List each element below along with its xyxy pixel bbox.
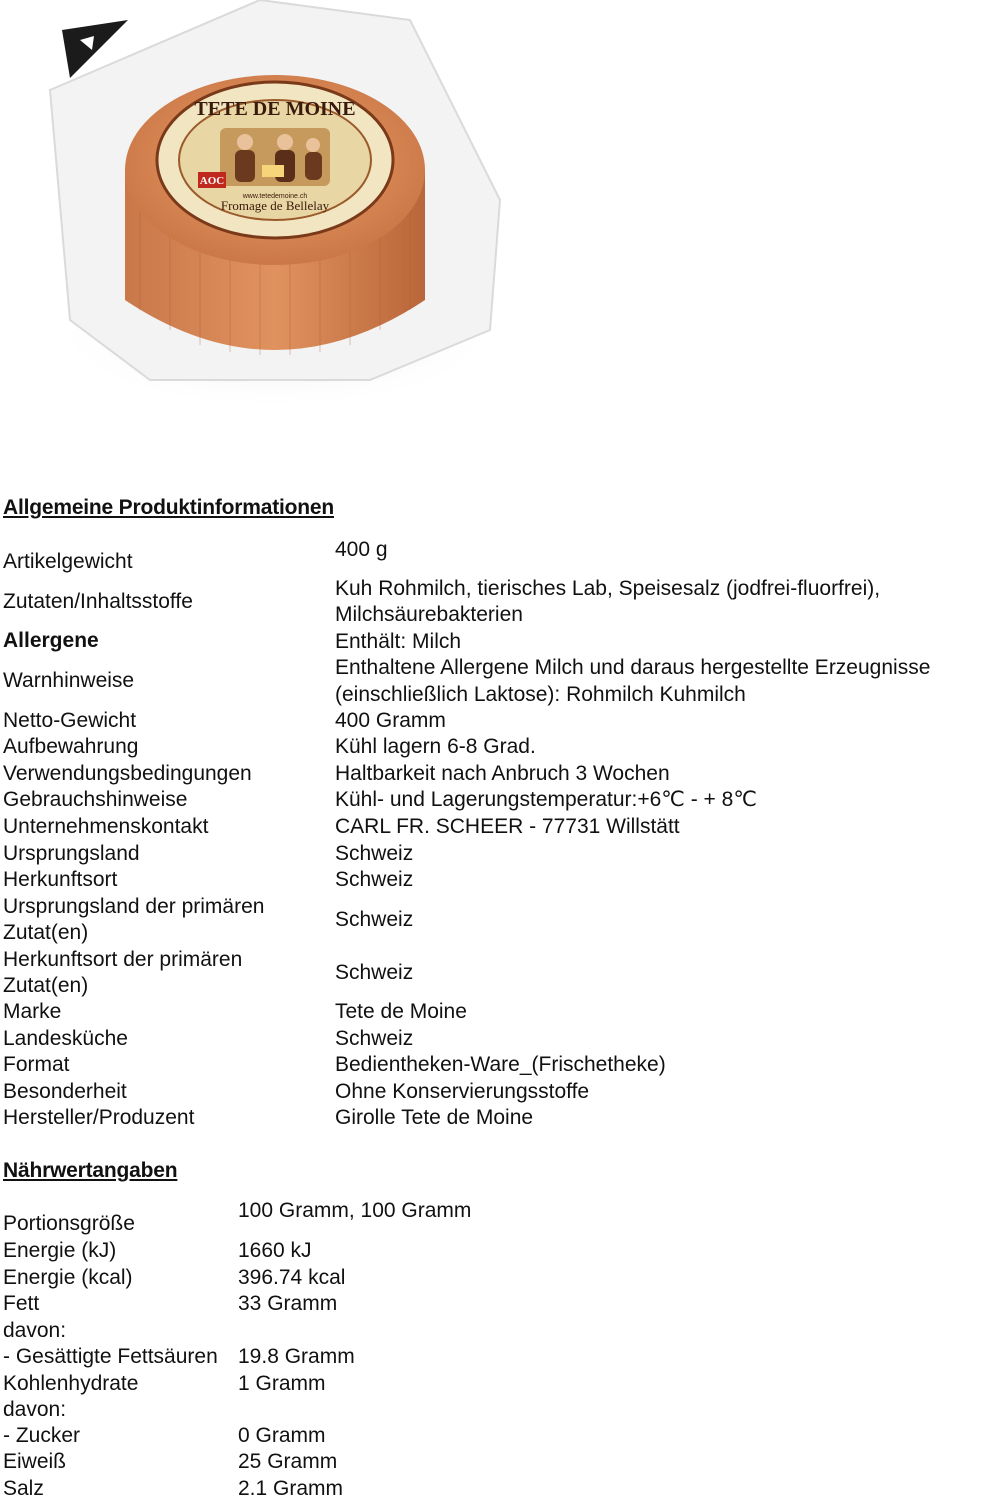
row-value: Schweiz [335,908,414,931]
row-label: Warnhinweise [3,669,135,692]
row-value: 396.74 kcal [238,1266,346,1289]
row-value: CARL FR. SCHEER - 77731 Willstätt [335,815,680,838]
row-value: Tete de Moine [335,1000,467,1023]
row-value: Schweiz [335,961,414,984]
row-label: Hersteller/Produzent [3,1106,195,1129]
row-label: davon: [3,1398,67,1421]
row-label: Zutaten/Inhaltsstoffe [3,590,193,613]
row-value: 19.8 Gramm [238,1345,355,1368]
row-value: Kühl lagern 6-8 Grad. [335,735,536,758]
row-value: 100 Gramm, 100 Gramm [238,1199,472,1222]
row-value: 1660 kJ [238,1239,312,1262]
row-label-line2: Zutat(en) [3,974,89,997]
row-value-line2: (einschließlich Laktose): Rohmilch Kuhmilch [335,683,746,706]
label-subtitle: Fromage de Bellelay [220,198,330,213]
row-label: Eiweiß [3,1450,67,1473]
label-web: www.tetedemoine.ch [242,193,308,200]
row-label: Landesküche [3,1027,128,1050]
row-label: Salz [3,1477,44,1500]
row-value: Schweiz [335,868,414,891]
row-value: Schweiz [335,842,414,865]
row-label: Netto-Gewicht [3,709,137,732]
row-label: davon: [3,1319,67,1342]
row-value: Girolle Tete de Moine [335,1106,534,1129]
row-value: 400 g [335,538,388,561]
row-value: Enthaltene Allergene Milch und daraus hergestellte Erzeugnisse [335,656,931,679]
row-value: 33 Gramm [238,1292,338,1315]
row-value: Kühl- und Lagerungstemperatur:+6℃ - + 8℃ [335,788,757,811]
row-label: Format [3,1053,70,1076]
row-label: - Gesättigte Fettsäuren [3,1345,218,1368]
cheese-product-image [30,0,520,420]
row-label: Gebrauchshinweise [3,788,188,811]
row-label: Artikelgewicht [3,550,133,573]
row-value: Kuh Rohmilch, tierisches Lab, Speisesalz (jodfrei-fluorfrei), [335,577,881,600]
row-label: Kohlenhydrate [3,1372,139,1395]
row-value: 2.1 Gramm [238,1477,344,1500]
label-title: TETE DE MOINE [194,98,356,120]
row-label: Besonderheit [3,1080,127,1103]
row-label: Allergene [3,629,99,652]
general-info-title: Allgemeine Produktinformationen [3,496,334,519]
row-label: Energie (kcal) [3,1266,133,1289]
row-value-line2: Milchsäurebakterien [335,603,523,626]
row-label: Herkunftsort [3,868,118,891]
row-value: Ohne Konservierungsstoffe [335,1080,590,1103]
nutrition-title: Nährwertangaben [3,1159,178,1182]
row-value: 0 Gramm [238,1424,326,1447]
row-value: 400 Gramm [335,709,446,732]
row-label: Portionsgröße [3,1212,135,1235]
row-label: Herkunftsort der primären [3,948,243,971]
row-value: Enthält: Milch [335,630,462,653]
row-label: - Zucker [3,1424,81,1447]
row-label: Energie (kJ) [3,1239,117,1262]
row-label: Unternehmenskontakt [3,815,209,838]
row-value: 1 Gramm [238,1372,326,1395]
row-value: 25 Gramm [238,1450,338,1473]
label-badge: AOC [199,175,225,187]
row-label: Ursprungsland [3,842,140,865]
row-value: Schweiz [335,1027,414,1050]
row-label: Fett [3,1292,40,1315]
row-label: Marke [3,1000,62,1023]
row-label: Aufbewahrung [3,735,139,758]
row-value: Haltbarkeit nach Anbruch 3 Wochen [335,762,670,785]
row-value: Bedientheken-Ware_(Frischetheke) [335,1053,666,1076]
row-label-line2: Zutat(en) [3,921,89,944]
row-label: Verwendungsbedingungen [3,762,252,785]
row-label: Ursprungsland der primären [3,895,265,918]
